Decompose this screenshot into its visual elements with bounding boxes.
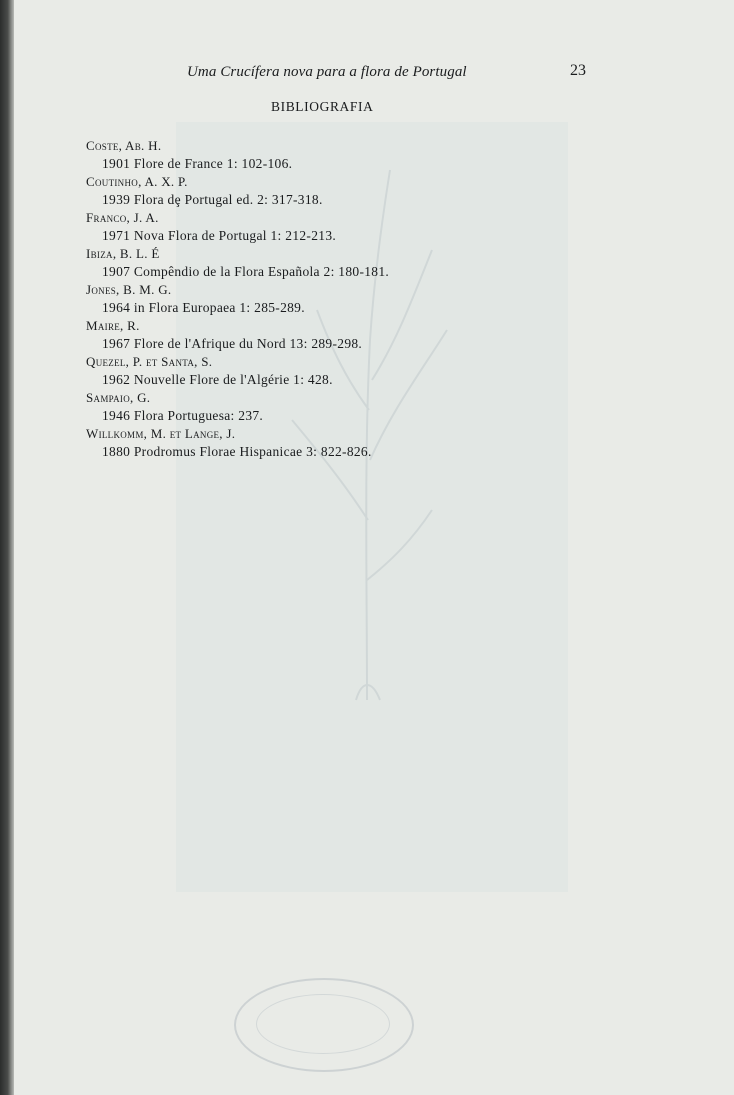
entry-reference: 1964 in Flora Europaea 1: 285-289. <box>102 300 305 315</box>
bibliography-entry <box>86 425 389 461</box>
entry-author: Quezel, P. et Santa, S. <box>86 354 213 369</box>
entry-reference: 1907 Compêndio de la Flora Española 2: 180-181. <box>102 264 390 279</box>
bibliography-entry <box>86 389 389 425</box>
bibliography-entry <box>86 209 389 245</box>
show-through-stamp <box>234 978 414 1072</box>
bibliography-entry <box>86 353 389 389</box>
entry-reference: 1967 Flore de l'Afrique du Nord 13: 289-298. <box>102 336 363 351</box>
entry-author: Maire, R. <box>86 318 140 333</box>
bibliography-entry <box>86 245 389 281</box>
entry-reference: 1971 Nova Flora de Portugal 1: 212-213. <box>102 228 337 243</box>
page-number: 23 <box>570 62 586 79</box>
bibliography-list <box>86 137 389 461</box>
show-through-stamp-inner-ring <box>256 994 390 1054</box>
entry-author: Jones, B. M. G. <box>86 282 172 297</box>
bibliography-entry <box>86 317 389 353</box>
entry-reference: 1901 Flore de France 1: 102-106. <box>102 156 293 171</box>
book-binding-edge <box>0 0 14 1095</box>
entry-author: Ibiza, B. L. É <box>86 246 160 261</box>
entry-author: Sampaio, G. <box>86 390 151 405</box>
entry-reference: 1962 Nouvelle Flore de l'Algérie 1: 428. <box>102 372 333 387</box>
running-title: Uma Crucífera nova para a flora de Portugal <box>187 64 467 80</box>
entry-author: Coutinho, A. X. P. <box>86 174 188 189</box>
bibliography-entry <box>86 173 389 209</box>
bibliography-entry <box>86 137 389 173</box>
entry-author: Franco, J. A. <box>86 210 159 225</box>
bibliography-entry <box>86 281 389 317</box>
entry-author: Willkomm, M. et Lange, J. <box>86 426 236 441</box>
section-title: BIBLIOGRAFIA <box>271 99 374 114</box>
entry-reference: 1880 Prodromus Florae Hispanicae 3: 822-826. <box>102 444 372 459</box>
entry-reference: 1946 Flora Portuguesa: 237. <box>102 408 264 423</box>
entry-reference: 1939 Flora dȩ Portugal ed. 2: 317-318. <box>102 192 323 207</box>
entry-author: Coste, Ab. H. <box>86 138 162 153</box>
